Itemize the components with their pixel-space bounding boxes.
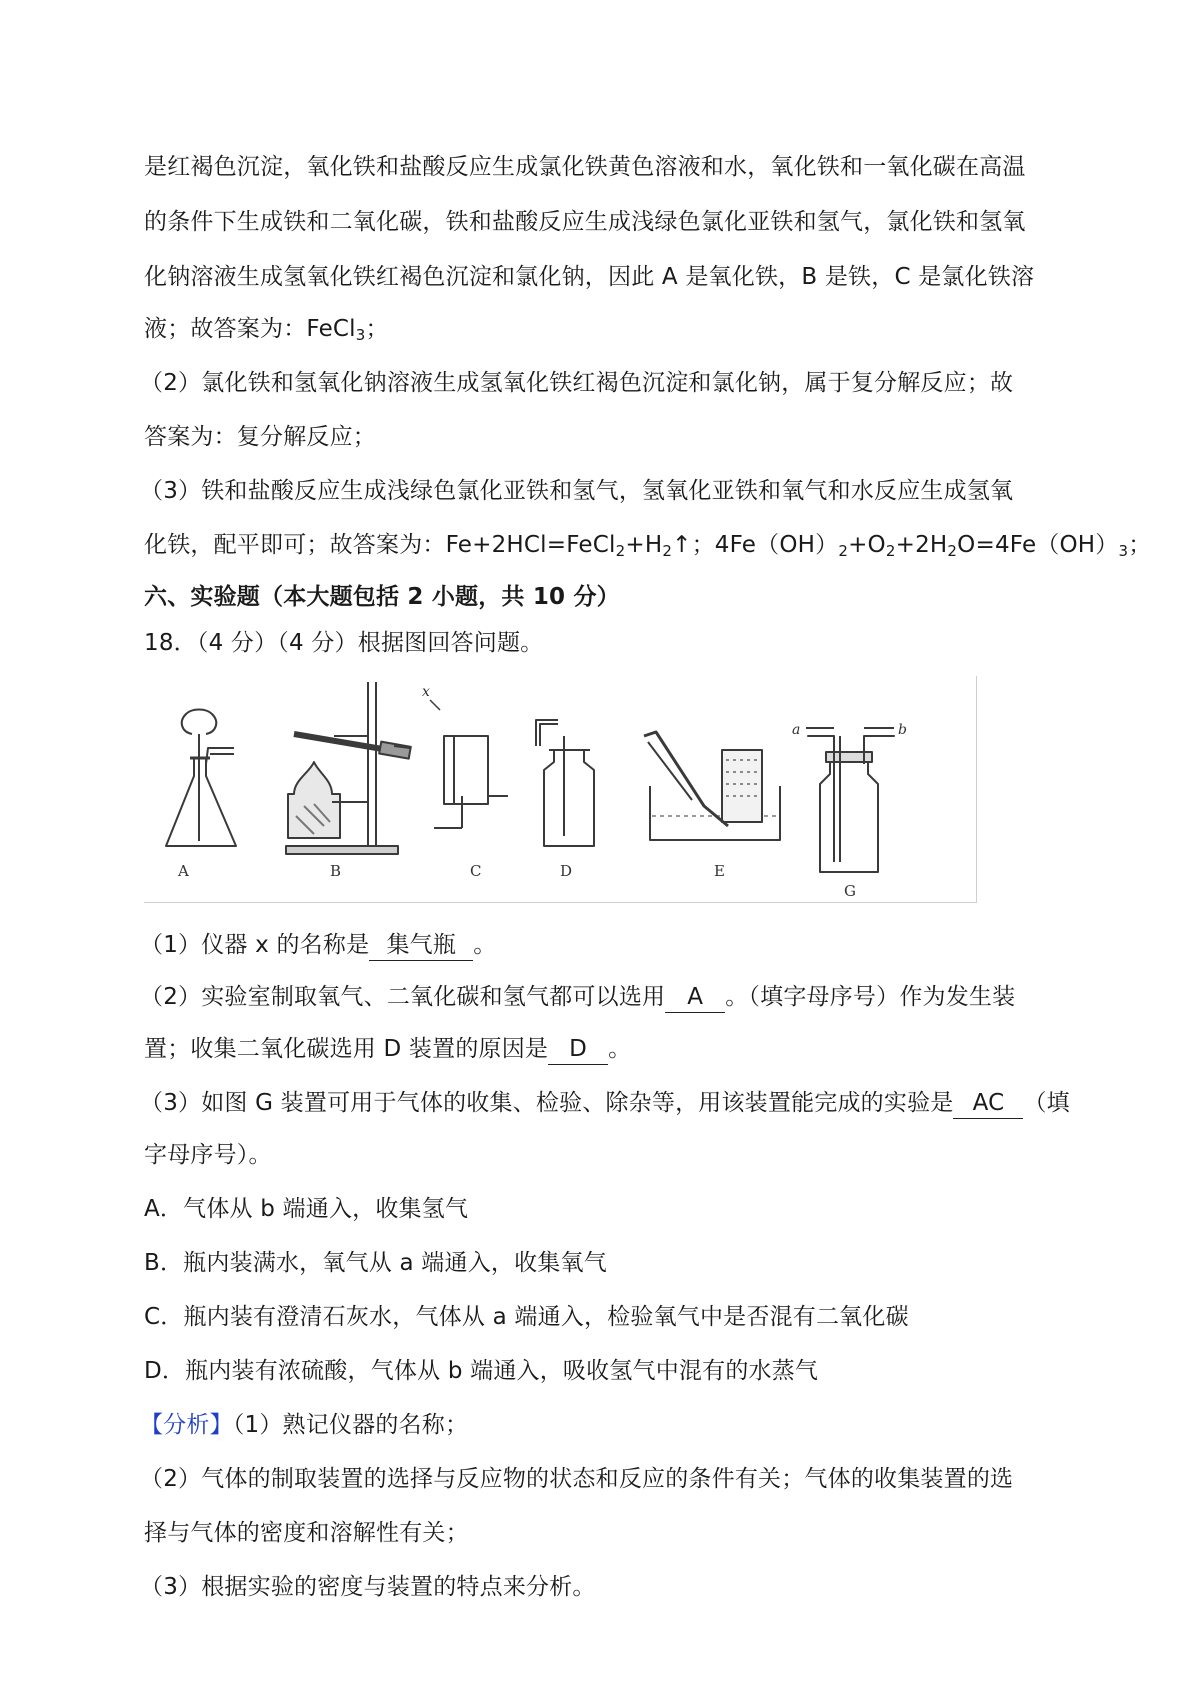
question-text: （填	[1023, 1090, 1070, 1116]
analysis-line-3: 择与气体的密度和溶解性有关；	[144, 1520, 469, 1546]
question-text: 。	[608, 1036, 632, 1062]
answer-blank: A	[665, 982, 725, 1013]
analysis-text: （1）熟记仪器的名称；	[232, 1412, 469, 1438]
figure-label-c: C	[470, 862, 482, 880]
answer-text: 液；故答案为：FeCl	[144, 316, 356, 342]
question-text: 。（填字母序号）作为发生装	[725, 984, 1016, 1010]
apparatus-b	[286, 682, 411, 854]
figure-label-b: B	[330, 862, 342, 880]
figure-label-a: A	[178, 862, 189, 880]
apparatus-drawing	[144, 676, 976, 902]
equation-text: O=4Fe（OH）	[957, 532, 1119, 558]
answer-line-5: （2）氯化铁和氢氧化钠溶液生成氢氧化铁红褐色沉淀和氯化钠，属于复分解反应；故	[140, 370, 1014, 396]
equation-text: ↑；4Fe（OH）	[672, 532, 839, 558]
subquestion-2b	[144, 1034, 631, 1065]
label-a: a	[792, 722, 801, 738]
question-text: 。	[473, 932, 497, 958]
answer-line-8	[144, 530, 1151, 560]
subscript: 2	[885, 542, 896, 560]
subscript: 2	[615, 542, 626, 560]
analysis-line-1	[140, 1410, 468, 1440]
analysis-tag: 【分析】	[140, 1412, 233, 1438]
question-text: （2）实验室制取氧气、二氧化碳和氢气都可以选用	[140, 984, 666, 1010]
subquestion-2	[140, 982, 1015, 1013]
analysis-line-2: （2）气体的制取装置的选择与反应物的状态和反应的条件有关；气体的收集装置的选	[140, 1466, 1014, 1492]
answer-text: ；	[365, 316, 389, 342]
answer-blank: D	[548, 1034, 608, 1065]
apparatus-a	[166, 710, 236, 847]
question-text: （3）如图 G 装置可用于气体的收集、检验、除杂等，用该装置能完成的实验是	[140, 1090, 954, 1116]
apparatus-c	[430, 700, 508, 828]
answer-blank: 集气瓶	[369, 930, 473, 961]
answer-line-6: 答案为：复分解反应；	[144, 424, 376, 450]
question-text: （1）仪器 x 的名称是	[140, 932, 370, 958]
label-x: x	[422, 684, 430, 700]
question-stem: 18．（4 分）（4 分）根据图回答问题。	[144, 630, 544, 656]
subquestion-1	[140, 930, 496, 961]
figure-label-d: D	[560, 862, 573, 880]
subscript: 2	[947, 542, 958, 560]
answer-line-4	[144, 314, 389, 344]
question-text: 置；收集二氧化碳选用 D 装置的原因是	[144, 1036, 549, 1062]
option-a: A．气体从 b 端通入，收集氢气	[144, 1196, 469, 1222]
equation-text: 化铁，配平即可；故答案为：Fe+2HCl=FeCl	[144, 532, 616, 558]
section-heading: 六、实验题（本大题包括 2 小题，共 10 分）	[144, 584, 620, 610]
label-b: b	[898, 722, 907, 738]
option-c: C．瓶内装有澄清石灰水，气体从 a 端通入，检验氧气中是否混有二氧化碳	[144, 1304, 909, 1330]
subscript: 2	[662, 542, 673, 560]
analysis-line-4: （3）根据实验的密度与装置的特点来分析。	[140, 1574, 596, 1600]
answer-blank: AC	[953, 1088, 1023, 1119]
subscript: 3	[355, 326, 366, 344]
subscript: 3	[1118, 542, 1129, 560]
apparatus-figure	[144, 676, 977, 903]
subscript: 2	[838, 542, 849, 560]
option-b: B．瓶内装满水，氧气从 a 端通入，收集氧气	[144, 1250, 607, 1276]
answer-line-1: 是红褐色沉淀，氧化铁和盐酸反应生成氯化铁黄色溶液和水，氧化铁和一氧化碳在高温	[144, 154, 1026, 180]
equation-text: +2H	[895, 532, 948, 558]
subquestion-3b: 字母序号）。	[144, 1142, 272, 1168]
figure-label-e: E	[714, 862, 725, 880]
answer-line-3: 化钠溶液生成氢氧化铁红褐色沉淀和氯化钠，因此 A 是氧化铁，B 是铁，C 是氯化铁溶	[144, 264, 1035, 290]
figure-label-g: G	[844, 882, 856, 900]
subquestion-3	[140, 1088, 1070, 1119]
answer-line-2: 的条件下生成铁和二氧化碳，铁和盐酸反应生成浅绿色氯化亚铁和氢气，氯化铁和氢氧	[144, 209, 1026, 235]
equation-text: ；	[1128, 532, 1152, 558]
apparatus-g	[806, 728, 894, 872]
apparatus-d	[536, 720, 594, 846]
equation-text: +H	[625, 532, 663, 558]
equation-text: +O	[848, 532, 886, 558]
option-d: D．瓶内装有浓硫酸，气体从 b 端通入，吸收氢气中混有的水蒸气	[144, 1358, 819, 1384]
apparatus-e	[644, 732, 780, 840]
answer-line-7: （3）铁和盐酸反应生成浅绿色氯化亚铁和氢气，氢氧化亚铁和氧气和水反应生成氢氧	[140, 478, 1014, 504]
